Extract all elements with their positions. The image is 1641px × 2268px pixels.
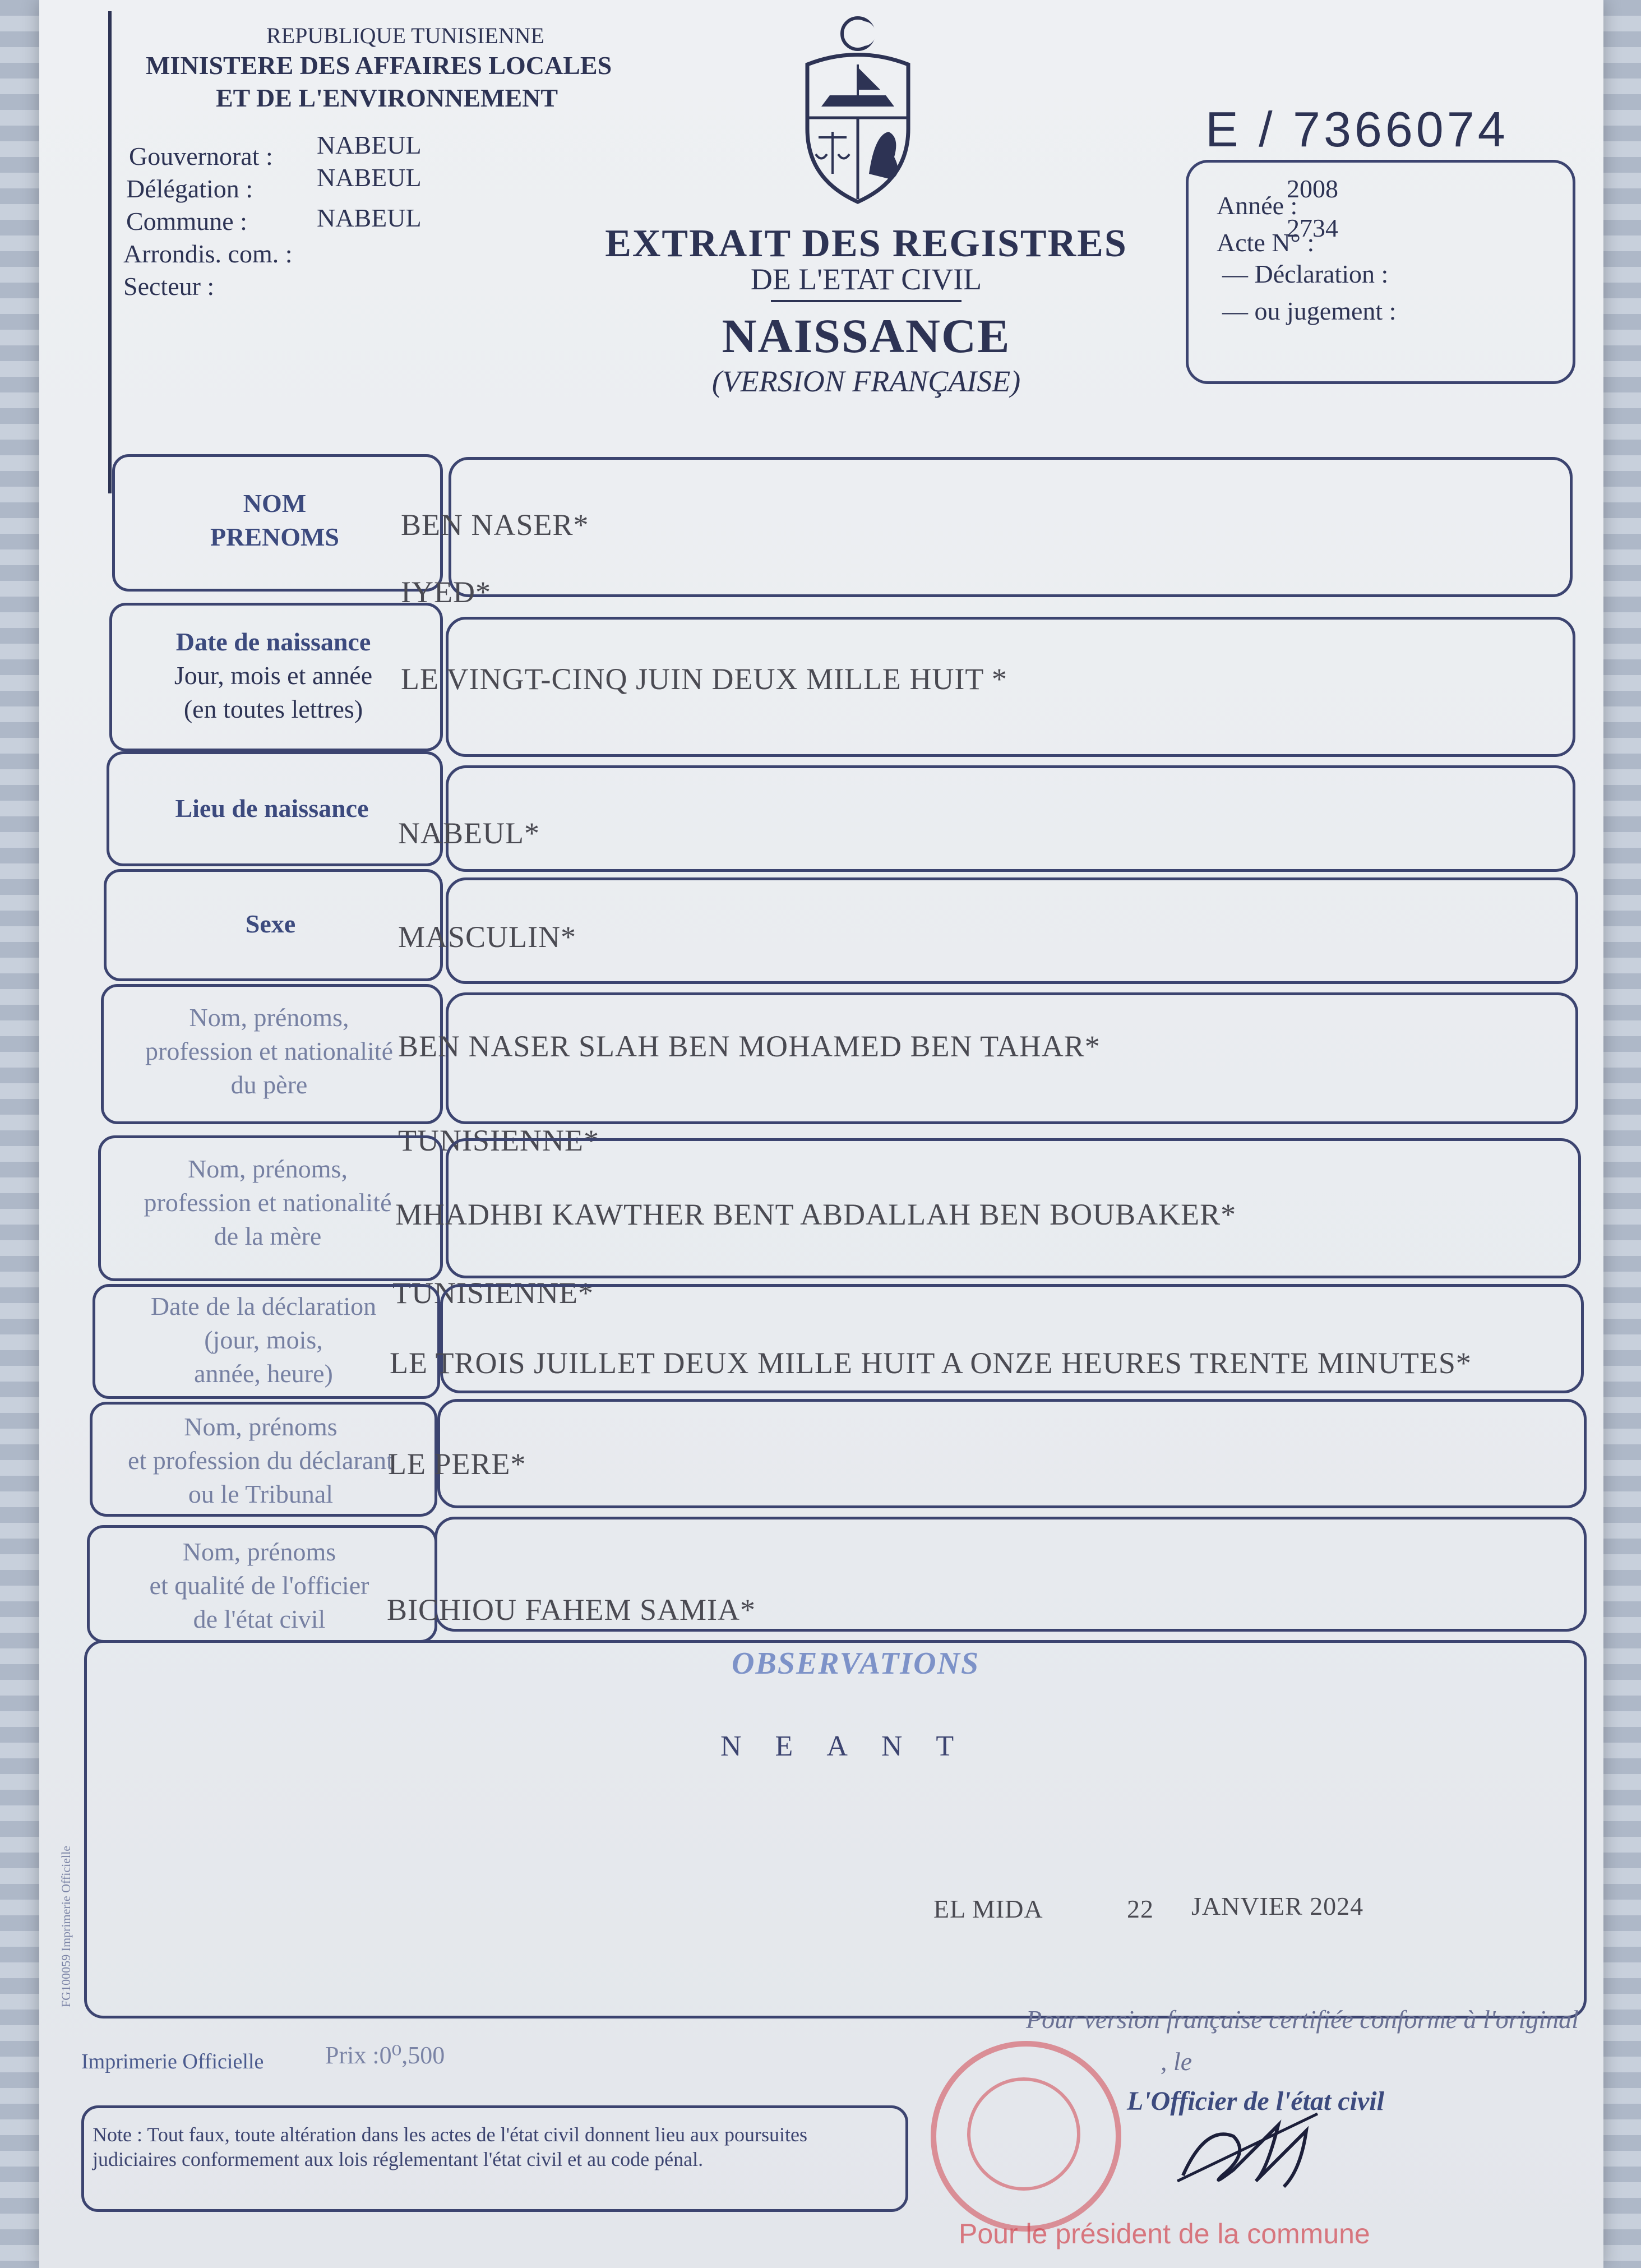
value-box-name (449, 457, 1573, 597)
label-date-naissance-line: (en toutes lettres) (183, 695, 363, 723)
label-declarant-line: ou le Tribunal (188, 1480, 334, 1508)
label-father-info-line: du père (230, 1070, 308, 1099)
legal-note-prefix: Note : (93, 2123, 142, 2146)
value-sex: MASCULIN* (398, 920, 577, 954)
label-nom-prenoms-line: PRENOMS (210, 523, 339, 551)
value-box-birth-place (446, 765, 1575, 872)
annee-value: 2008 (1287, 174, 1338, 203)
value-declaration-date: LE TROIS JUILLET DEUX MILLE HUIT A ONZE HEURES TRENTE MINUTES* (390, 1346, 1472, 1380)
side-print-code: FG100059 Imprimerie Officielle (59, 1846, 73, 2007)
issue-day: 22 (1127, 1895, 1154, 1923)
stamp-president-text: Pour le président de la commune (959, 2218, 1370, 2249)
observations-box (84, 1640, 1587, 2018)
title-etat-civil: DE L'ETAT CIVIL (750, 262, 982, 296)
label-lieu-naissance-line: Lieu de naissance (175, 794, 369, 823)
label-father-info (107, 1001, 432, 1102)
officer-signature (1172, 2091, 1396, 2204)
secteur-label: Secteur : (123, 272, 215, 301)
label-nom-prenoms (118, 487, 432, 554)
gouvernorat-label: Gouvernorat : (129, 142, 273, 170)
acte-number-label: Acte N° : (1217, 228, 1315, 257)
label-declarant (95, 1410, 426, 1511)
value-mother-name: MHADHBI KAWTHER BENT ABDALLAH BEN BOUBAKER* (395, 1198, 1237, 1231)
value-mother-nationality: TUNISIENNE* (392, 1276, 594, 1310)
label-date-naissance-line: Jour, mois et année (174, 661, 373, 690)
arrondissement-label: Arrondis. com. : (123, 239, 293, 268)
officer-title: L'Officier de l'état civil (1127, 2086, 1384, 2116)
label-declarant-line: et profession du déclarant (128, 1446, 394, 1475)
label-mother-info-line: profession et nationalité (144, 1188, 392, 1217)
value-father-name: BEN NASER SLAH BEN MOHAMED BEN TAHAR* (398, 1029, 1101, 1063)
label-father-info-line: profession et nationalité (145, 1037, 393, 1065)
label-declaration-date-line: année, heure) (194, 1359, 333, 1388)
gouvernorat-value: NABEUL (317, 131, 422, 159)
value-father-nationality: TUNISIENNE* (398, 1124, 599, 1157)
issue-month-year: JANVIER 2024 (1191, 1892, 1364, 1920)
ministry-line1: MINISTERE DES AFFAIRES LOCALES (146, 51, 612, 80)
legal-note-text: Tout faux, toute altération dans les actes de l'état civil donnent lieu aux poursuites judiciaires conformement aux lois réglementant l'état civil et au code pénal. (93, 2123, 807, 2170)
label-mother-info-line: Nom, prénoms, (188, 1154, 348, 1183)
label-declarant-line: Nom, prénoms (184, 1412, 338, 1441)
label-officer-line: Nom, prénoms (182, 1537, 336, 1566)
coat-of-arms-emblem (791, 11, 925, 207)
price-label: Prix :0⁰,500 (325, 2041, 445, 2069)
observations-content: NEANT (720, 1730, 988, 1762)
label-sexe (109, 907, 432, 941)
label-nom-prenoms-line: NOM (243, 489, 307, 518)
delegation-value: NABEUL (317, 163, 422, 192)
title-extrait: EXTRAIT DES REGISTRES (605, 222, 1127, 265)
value-declarant: LE PERE* (388, 1447, 526, 1481)
value-nom: BEN NASER* (401, 508, 589, 542)
label-officer-line: de l'état civil (193, 1605, 326, 1633)
value-birth-place: NABEUL* (398, 816, 540, 850)
delegation-label: Délégation : (126, 174, 253, 203)
header-divider-line (108, 11, 112, 493)
document-page (39, 0, 1603, 2268)
label-mother-info-line: de la mère (214, 1222, 322, 1250)
value-prenom: IYED* (401, 575, 491, 609)
value-box-sex (446, 877, 1578, 984)
label-mother-info (104, 1152, 432, 1253)
label-declaration-date-line: (jour, mois, (204, 1325, 323, 1354)
label-date-naissance (115, 625, 432, 726)
title-version: (VERSION FRANÇAISE) (711, 364, 1021, 398)
official-stamp-inner (967, 2077, 1080, 2191)
observations-title: OBSERVATIONS (732, 1646, 980, 1681)
certified-text: Pour version française certifiée conforme à l'original (1026, 2005, 1579, 2034)
issue-place: EL MIDA (933, 1895, 1043, 1923)
declaration-label: — Déclaration : (1222, 260, 1389, 288)
title-naissance: NAISSANCE (722, 309, 1011, 363)
title-underline (771, 300, 962, 302)
jugement-label: — ou jugement : (1222, 297, 1397, 325)
commune-label: Commune : (126, 207, 247, 235)
label-sexe-line: Sexe (245, 909, 296, 938)
republic-label: REPUBLIQUE TUNISIENNE (266, 23, 544, 48)
label-officer-line: et qualité de l'officier (149, 1571, 369, 1600)
label-lieu-naissance (112, 792, 432, 825)
label-officer (93, 1535, 426, 1636)
printer-label: Imprimerie Officielle (81, 2050, 264, 2073)
commune-value: NABEUL (317, 204, 422, 232)
label-declaration-date-line: Date de la déclaration (150, 1292, 377, 1320)
legal-note (93, 2122, 891, 2172)
ministry-line2: ET DE L'ENVIRONNEMENT (216, 84, 558, 112)
value-box-declarant (437, 1399, 1587, 1508)
label-date-naissance-line: Date de naissance (175, 627, 371, 656)
certified-date-label: , le (1161, 2047, 1192, 2076)
value-officer: BICHIOU FAHEM SAMIA* (387, 1593, 756, 1627)
serial-number: E / 7366074 (1205, 101, 1509, 157)
annee-label: Année : (1217, 191, 1298, 220)
acte-number-value: 2734 (1287, 214, 1338, 242)
label-declaration-date (98, 1290, 429, 1391)
document-title-block (572, 221, 1161, 399)
value-birth-date: LE VINGT-CINQ JUIN DEUX MILLE HUIT * (401, 662, 1007, 696)
label-father-info-line: Nom, prénoms, (189, 1003, 349, 1032)
